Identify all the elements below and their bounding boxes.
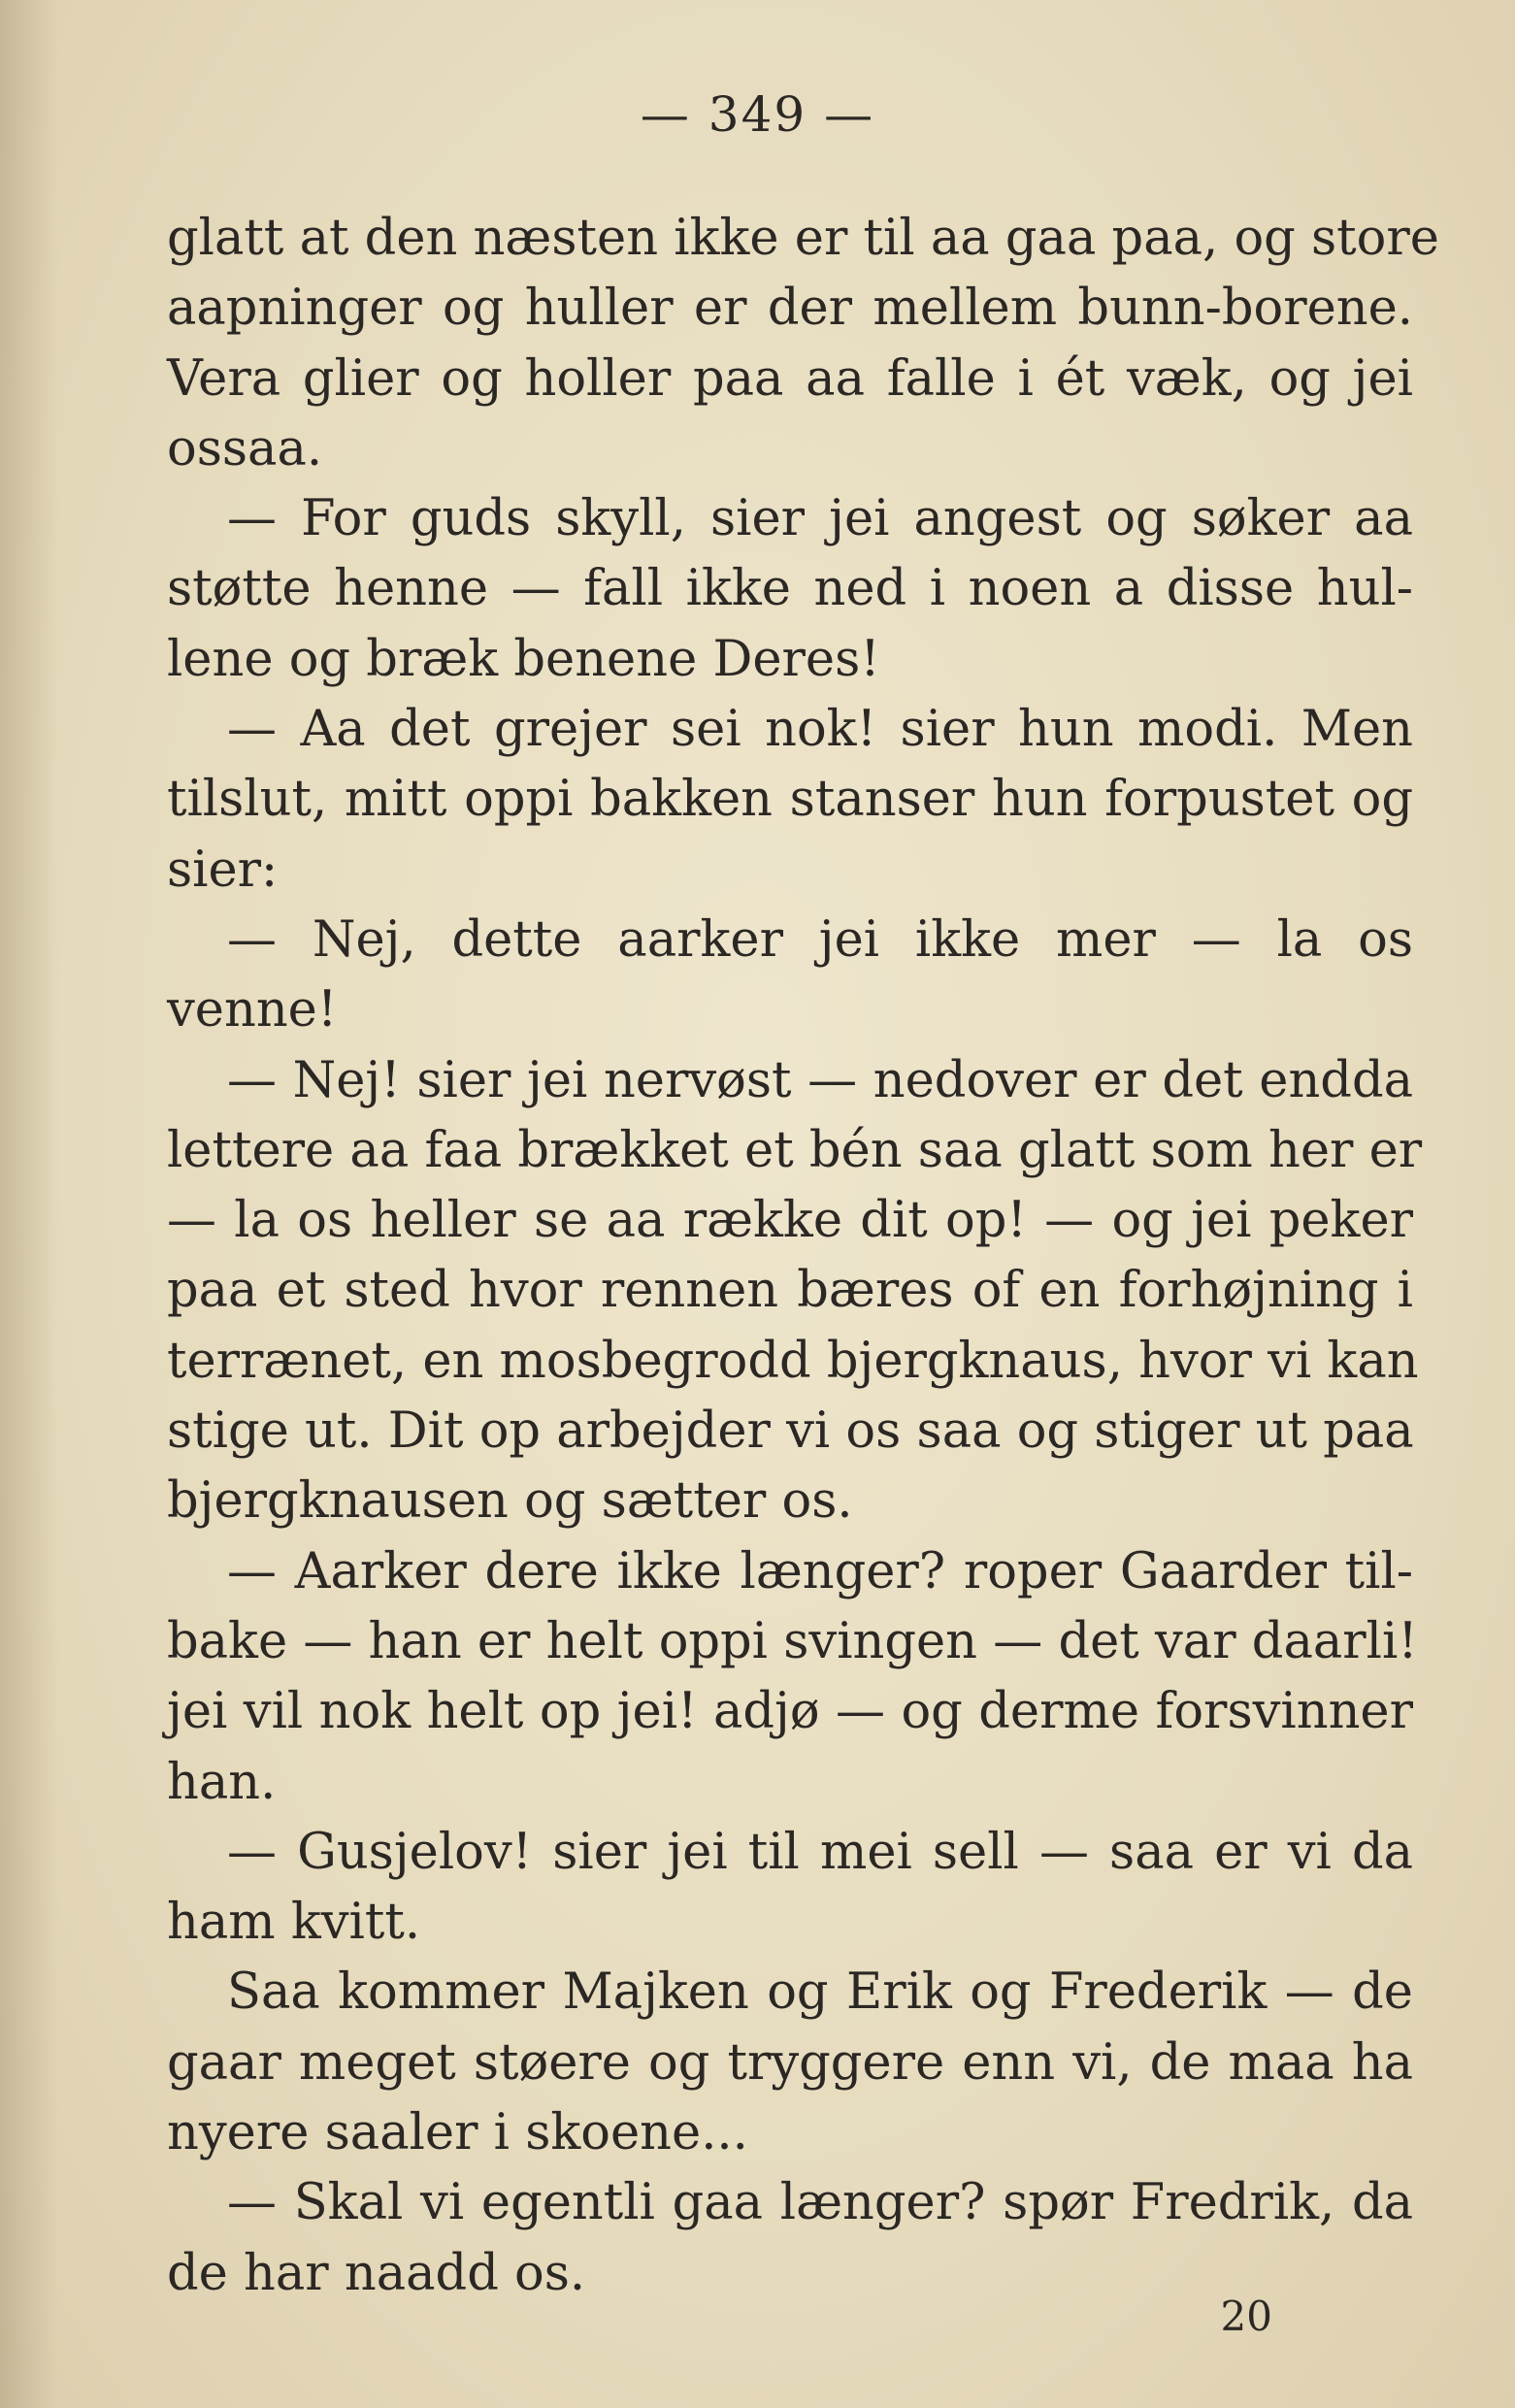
- text-line: lettere aa faa brækket et bén saa glatt som her er: [167, 1121, 1423, 1179]
- text-line: nyere saaler i skoene...: [167, 2104, 748, 2162]
- text-line: — Aa det grejer sei nok! sier hun modi. Men: [227, 701, 1413, 759]
- text-line: bjergknausen og sætter os.: [167, 1472, 853, 1531]
- text-line: — Nej! sier jei nervøst — nedover er det endda: [227, 1051, 1413, 1109]
- signature-mark: 20: [1220, 2293, 1272, 2340]
- text-line: støtte henne — fall ikke ned i noen a disse hul-: [167, 560, 1413, 618]
- text-line: Saa kommer Majken og Erik og Frederik — de: [227, 1963, 1413, 2022]
- text-line: — Gusjelov! sier jei til mei sell — saa er vi da: [227, 1823, 1413, 1881]
- text-line: — la os heller se aa række dit op! — og jei peker: [167, 1192, 1413, 1250]
- text-line: terrænet, en mosbegrodd bjergknaus, hvor vi kan: [167, 1332, 1419, 1390]
- page-number: — 349 —: [640, 86, 875, 143]
- text-line: glatt at den næsten ikke er til aa gaa paa, og store: [167, 210, 1439, 267]
- text-line: — Aarker dere ikke længer? roper Gaarder til-: [227, 1542, 1413, 1600]
- text-line: gaar meget støere og tryggere enn vi, de maa ha: [167, 2033, 1413, 2092]
- text-line: paa et sted hvor rennen bæres of en forhøjning i: [167, 1262, 1413, 1320]
- text-line: aapninger og huller er der mellem bunn-borene.: [167, 280, 1413, 338]
- text-line: Vera glier og holler paa aa falle i ét væk, og jei: [167, 349, 1413, 408]
- text-line: lene og bræk benene Deres!: [167, 630, 880, 688]
- text-line: ham kvitt.: [167, 1894, 421, 1952]
- text-line: — For guds skyll, sier jei angest og søker aa: [227, 490, 1413, 548]
- text-line: bake — han er helt oppi svingen — det var daarli!: [167, 1612, 1418, 1670]
- body-text: [167, 204, 1439, 2309]
- text-line: sier:: [167, 841, 279, 899]
- page-edge-shadow: [0, 0, 58, 2408]
- text-line: de har naadd os.: [167, 2244, 586, 2302]
- text-line: — Nej, dette aarker jei ikke mer — la os: [227, 910, 1413, 969]
- text-line: venne!: [167, 981, 338, 1039]
- text-line: han.: [167, 1753, 277, 1811]
- text-line: — Skal vi egentli gaa længer? spør Fredrik, da: [227, 2174, 1413, 2232]
- text-line: tilslut, mitt oppi bakken stanser hun forpustet og: [167, 771, 1413, 829]
- text-line: stige ut. Dit op arbejder vi os saa og stiger ut paa: [167, 1402, 1414, 1461]
- text-line: ossaa.: [167, 419, 323, 478]
- text-line: jei vil nok helt op jei! adjø — og derme forsvinner: [167, 1683, 1413, 1741]
